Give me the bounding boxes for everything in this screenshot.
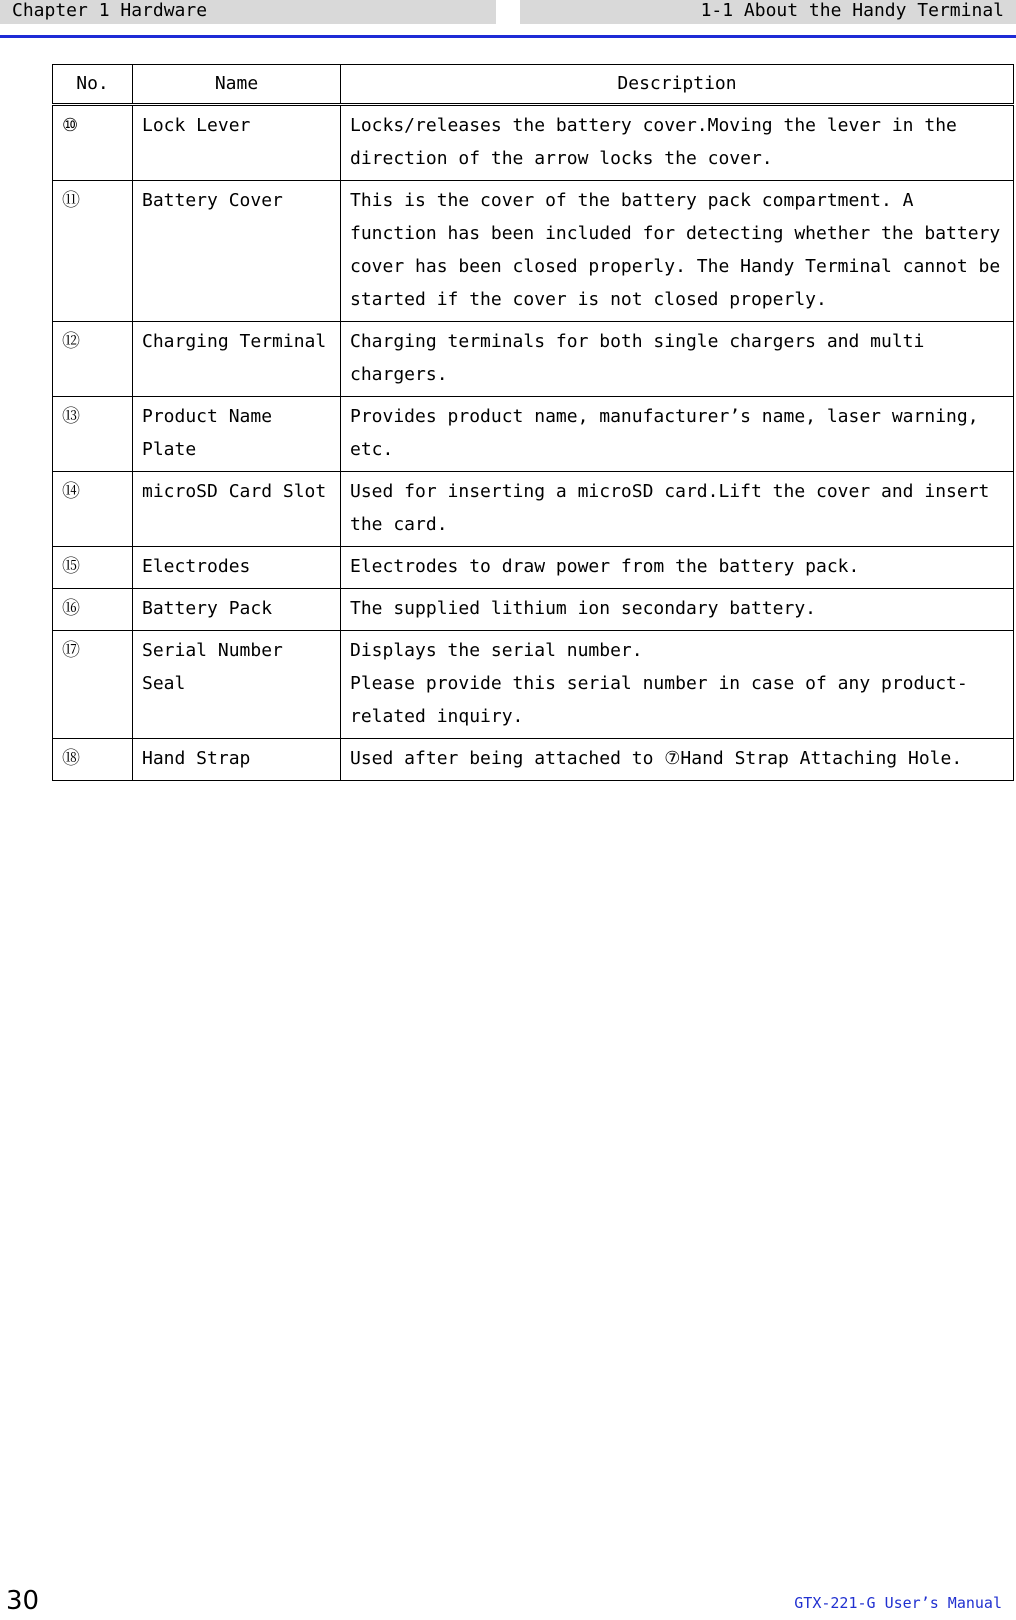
table-row	[53, 739, 1014, 781]
table-row	[53, 181, 1014, 322]
column-header-no: No.	[53, 65, 133, 105]
table-row	[53, 105, 1014, 181]
page-header	[0, 0, 1016, 38]
part-description: This is the cover of the battery pack compartment. A function has been included for detecting whether the battery cover has been closed properly. The Handy Terminal cannot be started if the cover is not closed properly.	[341, 181, 1014, 322]
section-title: 1-1 About the Handy Terminal	[520, 0, 1016, 24]
row-number: ⑱	[53, 739, 133, 781]
part-name: Battery Pack	[133, 589, 341, 631]
column-header-description: Description	[341, 65, 1014, 105]
column-header-name: Name	[133, 65, 341, 105]
part-description: Electrodes to draw power from the battery pack.	[341, 547, 1014, 589]
part-name: microSD Card Slot	[133, 472, 341, 547]
part-name: Lock Lever	[133, 105, 341, 181]
part-name: Electrodes	[133, 547, 341, 589]
row-number: ⑫	[53, 322, 133, 397]
part-name: Serial Number Seal	[133, 631, 341, 739]
parts-table	[52, 64, 1014, 781]
part-description: Provides product name, manufacturer’s name, laser warning, etc.	[341, 397, 1014, 472]
description-line: Please provide this serial number in case of any product-related inquiry.	[350, 673, 968, 727]
part-description: The supplied lithium ion secondary battery.	[341, 589, 1014, 631]
table-row	[53, 631, 1014, 739]
row-number: ⑪	[53, 181, 133, 322]
table-row	[53, 472, 1014, 547]
description-line: Displays the serial number.	[350, 640, 643, 661]
part-description: Used for inserting a microSD card.Lift the cover and insert the card.	[341, 472, 1014, 547]
part-name: Battery Cover	[133, 181, 341, 322]
table-row	[53, 547, 1014, 589]
row-number: ⑬	[53, 397, 133, 472]
chapter-title: Chapter 1 Hardware	[0, 0, 496, 24]
part-description: Locks/releases the battery cover.Moving the lever in the direction of the arrow locks the cover.	[341, 105, 1014, 181]
part-description: Charging terminals for both single chargers and multi chargers.	[341, 322, 1014, 397]
row-number: ⑰	[53, 631, 133, 739]
part-name: Charging Terminal	[133, 322, 341, 397]
row-number: ⑩	[53, 105, 133, 181]
part-description: Used after being attached to ⑦Hand Strap Attaching Hole.	[341, 739, 1014, 781]
table-header-row	[53, 65, 1014, 105]
page-number: 30	[6, 1586, 40, 1616]
table-row	[53, 397, 1014, 472]
row-number: ⑯	[53, 589, 133, 631]
table-row	[53, 589, 1014, 631]
row-number: ⑭	[53, 472, 133, 547]
part-description	[341, 631, 1014, 739]
manual-title: GTX-221-G User’s Manual	[794, 1594, 1002, 1612]
part-name: Product Name Plate	[133, 397, 341, 472]
row-number: ⑮	[53, 547, 133, 589]
part-name: Hand Strap	[133, 739, 341, 781]
table-row	[53, 322, 1014, 397]
